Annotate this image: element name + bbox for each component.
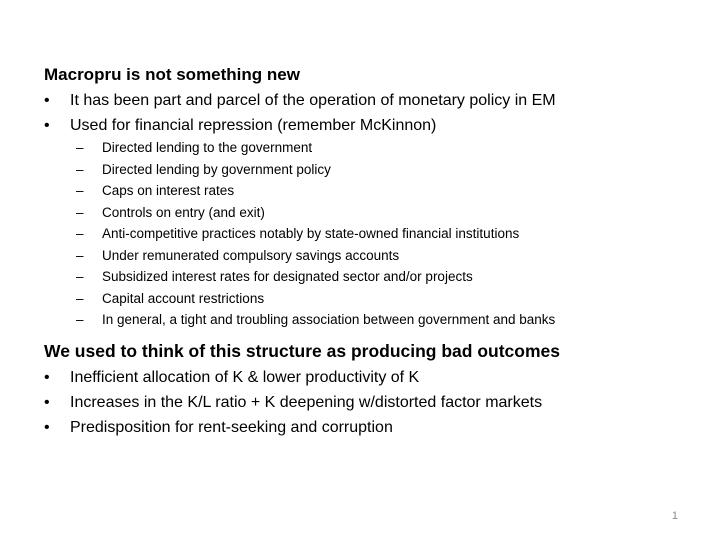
- sub-bullet-item: – Capital account restrictions: [44, 288, 684, 310]
- sub-bullet-list-financial-repression: [44, 137, 684, 331]
- sub-bullet-item: – In general, a tight and troubling association between government and banks: [44, 309, 684, 331]
- slide-content: [44, 64, 684, 438]
- sub-bullet-item: – Caps on interest rates: [44, 180, 684, 202]
- bullet-item: • Increases in the K/L ratio + K deepening w/distorted factor markets: [44, 392, 684, 413]
- bullet-list-macropru: [44, 90, 684, 136]
- bullet-item: • Used for financial repression (remember McKinnon): [44, 115, 684, 136]
- bullet-item: • It has been part and parcel of the operation of monetary policy in EM: [44, 90, 684, 111]
- sub-bullet-item: – Subsidized interest rates for designated sector and/or projects: [44, 266, 684, 288]
- sub-bullet-item: – Directed lending to the government: [44, 137, 684, 159]
- sub-bullet-item: – Anti-competitive practices notably by state-owned financial institutions: [44, 223, 684, 245]
- section-heading-macropru: Macropru is not something new: [44, 65, 300, 84]
- sub-bullet-item: – Under remunerated compulsory savings accounts: [44, 245, 684, 267]
- bullet-item: • Predisposition for rent-seeking and corruption: [44, 417, 684, 438]
- bullet-list-bad-outcomes: [44, 367, 684, 438]
- bullet-item: • Inefficient allocation of K & lower productivity of K: [44, 367, 684, 388]
- sub-bullet-item: – Controls on entry (and exit): [44, 202, 684, 224]
- page-number: 1: [671, 510, 678, 522]
- section-heading-bad-outcomes: We used to think of this structure as producing bad outcomes: [44, 340, 560, 361]
- sub-bullet-item: – Directed lending by government policy: [44, 159, 684, 181]
